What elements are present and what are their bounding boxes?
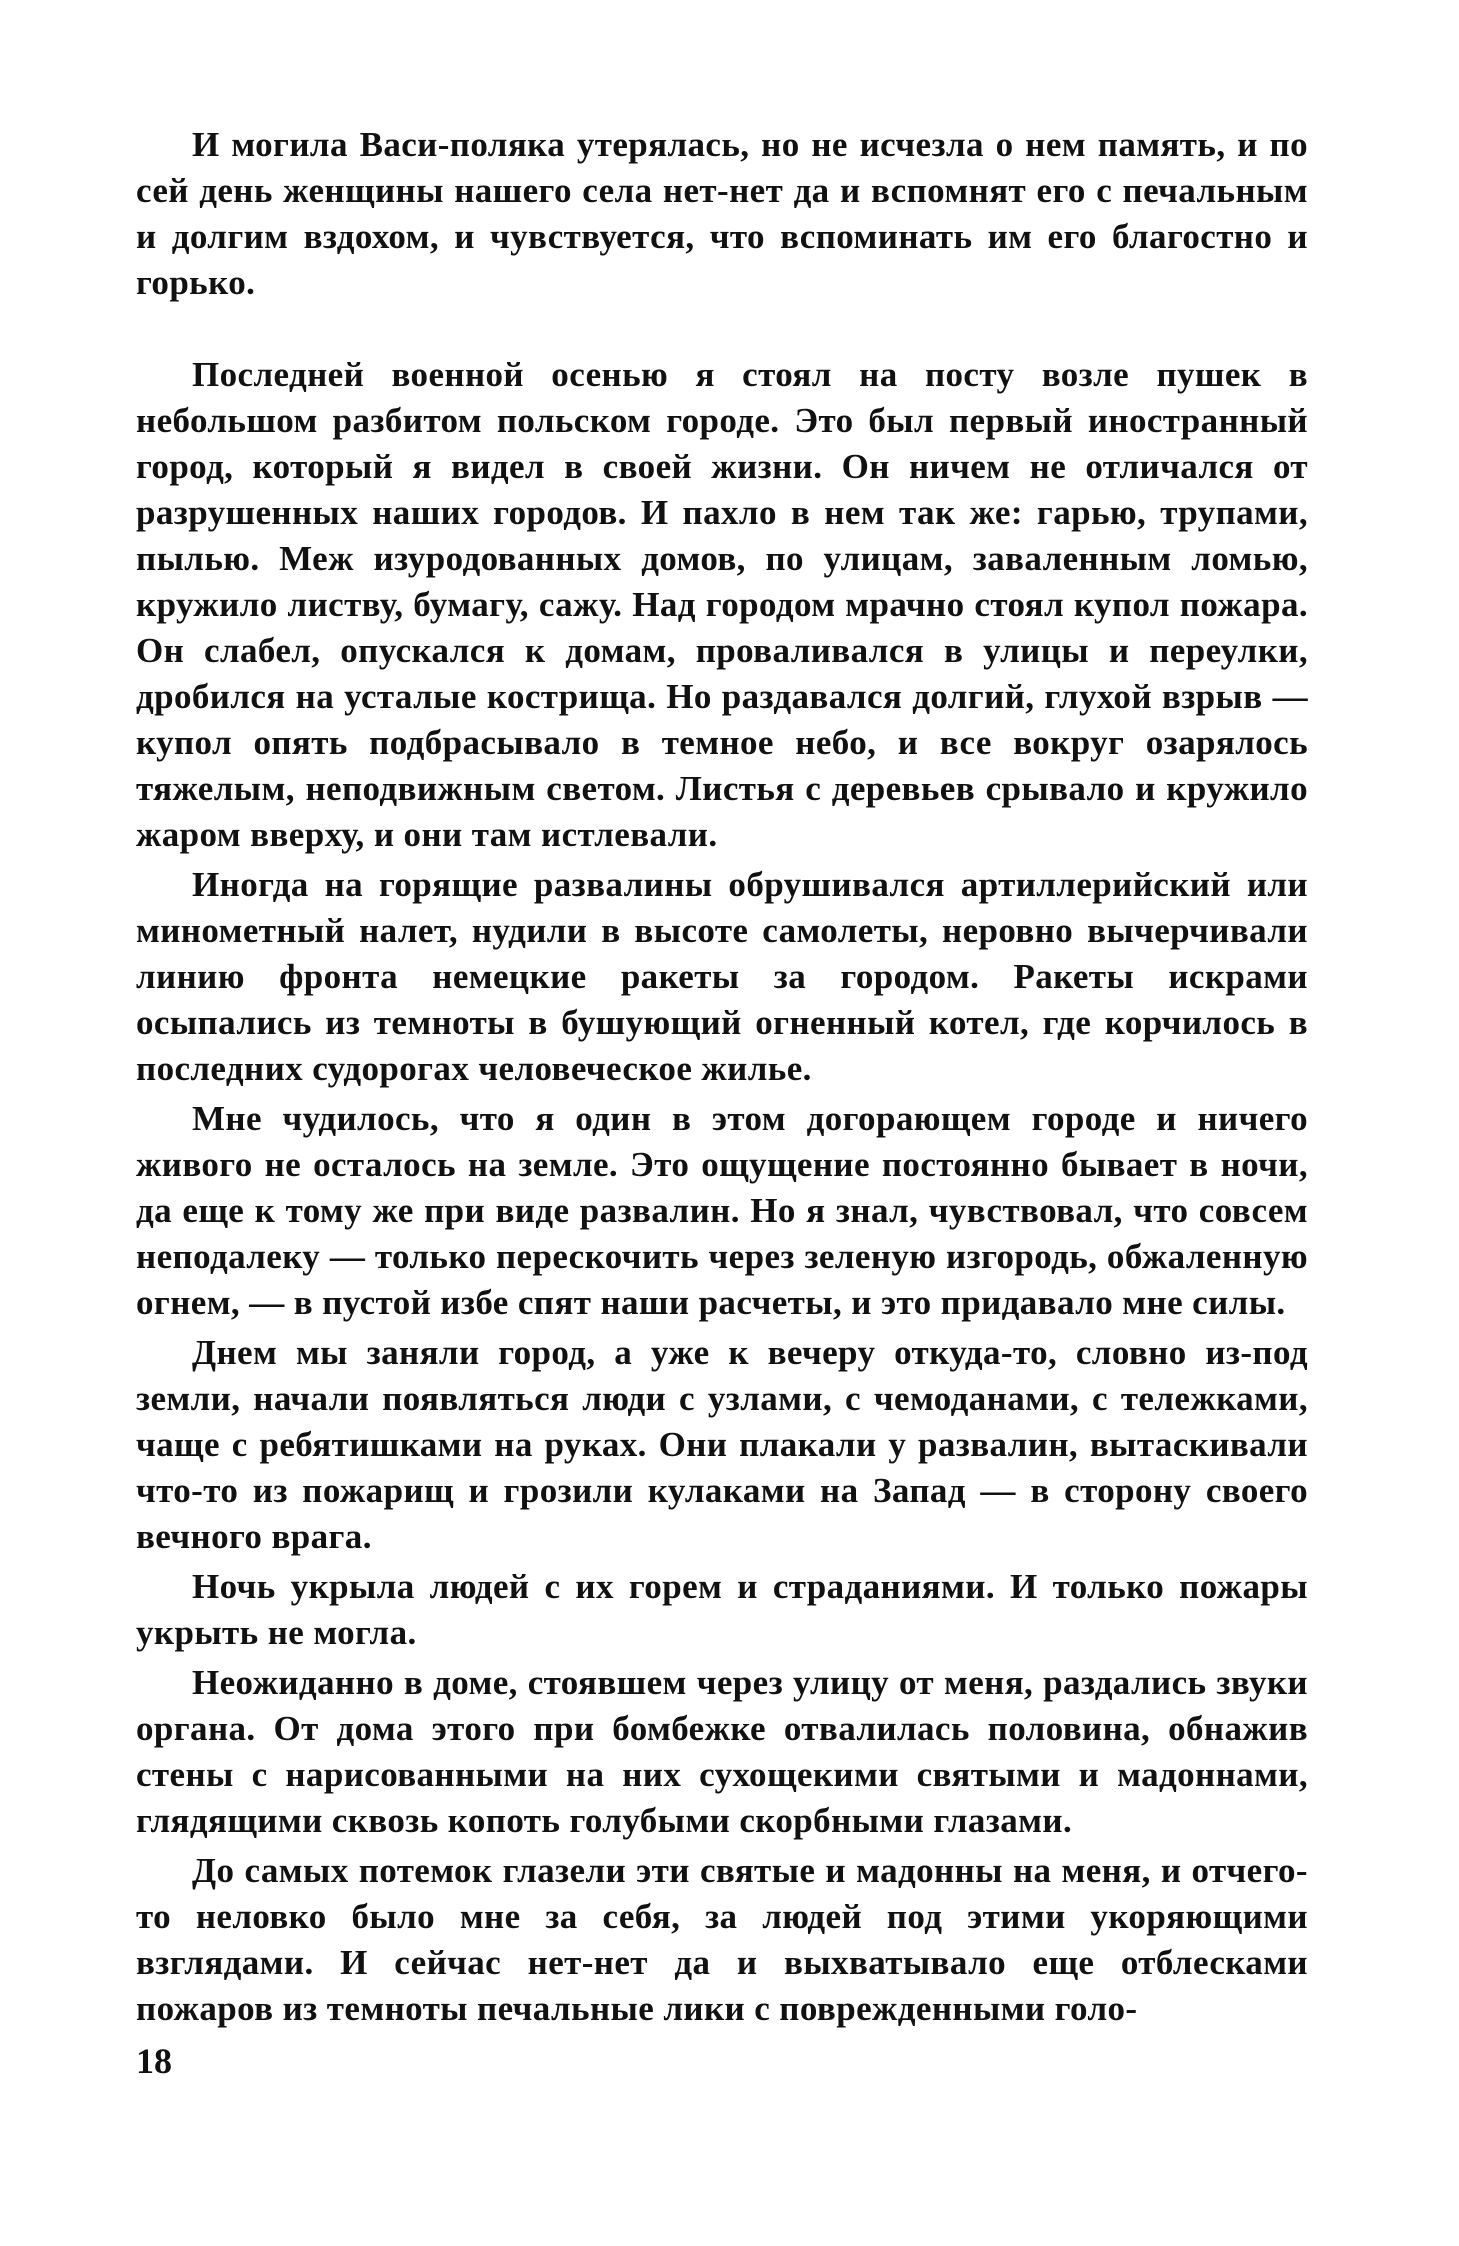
paragraph-6: Ночь укрыла людей с их горем и страданиями. И только пожары укрыть не могла.: [136, 1567, 1308, 1652]
paragraph-5: Днем мы заняли город, а уже к вечеру откуда-то, словно из-под земли, начали появляться люди с узлами, с чемоданами, с тележками, чаще с ребятишками на руках. Они плакали у развалин, вытаскивали что-то из пожарищ и грозили кулаками на Запад — в сторону своего вечного врага.: [136, 1333, 1308, 1556]
text-page: [136, 122, 1308, 2122]
paragraph-3: Иногда на горящие развалины обрушивался артиллерийский или минометный налет, нудили в высоте самолеты, неровно вычерчивали линию фронта немецкие ракеты за городом. Ракеты искрами осыпались из темноты в бушующий огненный котел, где корчилось в последних судорогах человеческое жилье.: [136, 865, 1308, 1088]
paragraph-7: Неожиданно в доме, стоявшем через улицу от меня, раздались звуки органа. От дома этого при бомбежке отвалилась половина, обнажив стены с нарисованными на них сухощекими святыми и мадоннами, глядящими сквозь копоть голубыми скорбными глазами.: [136, 1663, 1308, 1840]
paragraph-2: Последней военной осенью я стоял на посту возле пушек в небольшом разбитом польском городе. Это был первый иностранный город, который я видел в своей жизни. Он ничем не отличался от разрушенных наших городов. И пахло в нем так же: гарью, трупами, пылью. Меж изуродованных домов, по улицам, заваленным ломью, кружило листву, бумагу, сажу. Над городом мрачно стоял купол пожара. Он слабел, опускался к домам, проваливался в улицы и переулки, дробился на усталые кострища. Но раздавался долгий, глухой взрыв — купол опять подбрасывало в темное небо, и все вокруг озарялось тяжелым, неподвижным светом. Листья с деревьев срывало и кружило жаром вверху, и они там истлевали.: [136, 355, 1308, 854]
page-number: 18: [136, 2041, 172, 2081]
paragraph-8: До самых потемок глазели эти святые и мадонны на меня, и отчего-то неловко было мне за себя, за людей под этими укоряющими взглядами. И сейчас нет-нет да и выхватывало еще отблесками пожаров из темноты печальные лики с поврежденными голо-: [136, 1851, 1308, 2028]
paragraph-4: Мне чудилось, что я один в этом догорающем городе и ничего живого не осталось на земле. Это ощущение постоянно бывает в ночи, да еще к тому же при виде развалин. Но я знал, чувствовал, что совсем неподалеку — только перескочить через зеленую изгородь, обжаленную огнем, — в пустой избе спят наши расчеты, и это придавало мне силы.: [136, 1099, 1308, 1322]
paragraph-1: И могила Васи-поляка утерялась, но не исчезла о нем память, и по сей день женщины нашего села нет-нет да и вспомнят его с печальным и долгим вздохом, и чувствуется, что вспоминать им его благостно и горько.: [136, 125, 1308, 302]
